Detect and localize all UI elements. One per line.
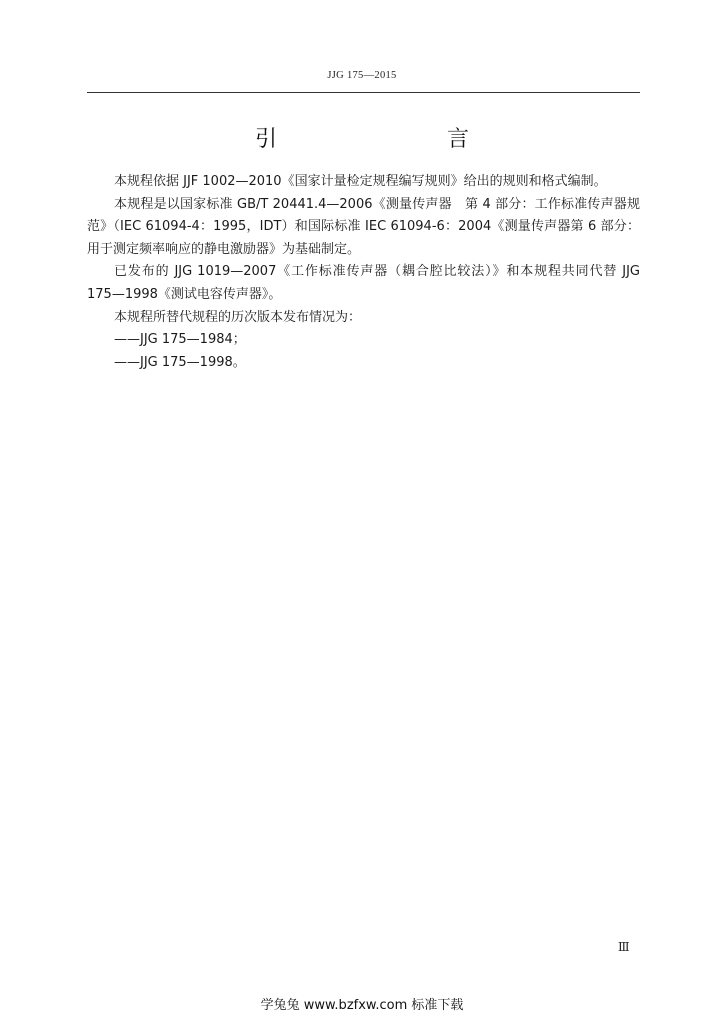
section-title: 引 言 [254,127,511,152]
document-body [87,171,640,374]
paragraph-basis: 本规程依据 JJF 1002—2010《国家计量检定规程编写规则》给出的规则和格式编制。 [114,174,607,189]
footer-watermark: 学兔兔 www.bzfxw.com 标准下载 [260,998,464,1013]
history-item-1984: ——JJG 175—1984； [114,332,246,348]
header-rule [87,92,640,93]
page-number: Ⅲ [618,940,630,954]
paragraph-standards: 本规程是以国家标准 GB/T 20441.4—2006《测量传声器 第 4 部分：工作标准传声器规范》（IEC 61094-4：1995，IDT）和国际标准 IEC 61094-6：2004《测量传声器第 6 部分：用于测定频率响应的静电激励器》为基础制定。 [87,196,640,257]
paragraph-replacement: 已发布的 JJG 1019—2007《工作标准传声器（耦合腔比较法）》和本规程共同代替 JJG 175—1998《测试电容传声器》。 [87,264,640,302]
page-header-standard-code: JJG 175—2015 [327,70,397,81]
paragraph-history-intro: 本规程所替代规程的历次版本发布情况为： [114,309,362,325]
history-item-1998: ——JJG 175—1998。 [114,354,246,370]
